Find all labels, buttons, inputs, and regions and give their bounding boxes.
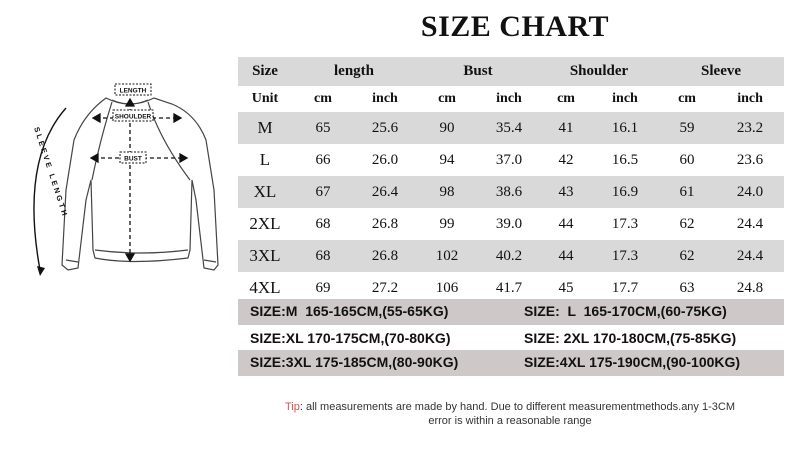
table-cell: 23.2 (716, 112, 784, 144)
size-guide-row (238, 326, 784, 352)
table-cell: 44 (540, 240, 592, 272)
length-label: LENGTH (119, 87, 147, 95)
table-cell: 26.0 (371, 151, 399, 168)
tip-line-2: error is within a reasonable range (428, 415, 592, 427)
table-cell: 23.6 (736, 151, 764, 168)
size-cell: M (238, 112, 292, 144)
table-cell: 24.4 (716, 240, 784, 272)
table-cell: 16.1 (592, 112, 658, 144)
sweatshirt-diagram (0, 80, 238, 310)
unit-cell: inch (372, 91, 398, 106)
table-cell: 24.4 (736, 215, 764, 232)
table-header-row (238, 57, 784, 86)
unit-cell: cm (438, 91, 456, 106)
table-cell: 41.7 (495, 279, 523, 296)
table-cell: 66 (315, 151, 331, 168)
table-cell: 68 (315, 215, 331, 232)
table-cell: 98 (416, 176, 478, 208)
size-cell: XL (238, 176, 292, 208)
table-cell: 17.3 (611, 215, 639, 232)
unit-cell: inch (612, 91, 638, 106)
size-guide-row (238, 350, 784, 376)
size-cell: 3XL (238, 240, 292, 272)
tip-label: Tip (284, 401, 300, 413)
table-cell: 17.7 (611, 279, 639, 296)
table-cell: 42 (558, 151, 574, 168)
table-cell: 90 (416, 112, 478, 144)
table-cell: 68 (292, 240, 354, 272)
size-guide-text: SIZE:4XL 175-190CM,(90-100KG) (524, 354, 741, 370)
header-sleeve: Sleeve (658, 57, 784, 86)
size-guide-text: SIZE: L 165-170CM,(60-75KG) (524, 303, 727, 319)
table-cell: 67 (292, 176, 354, 208)
table-cell: 102 (416, 240, 478, 272)
table-cell: 35.4 (478, 112, 540, 144)
table-cell: 16.5 (611, 151, 639, 168)
table-cell: 38.6 (478, 176, 540, 208)
shoulder-label: SHOULDER (114, 113, 152, 121)
size-guide-row (238, 299, 784, 325)
unit-cell: cm (678, 91, 696, 106)
header-shoulder: Shoulder (540, 57, 658, 86)
table-cell: 61 (658, 176, 716, 208)
size-guide-text: SIZE: 2XL 170-180CM,(75-85KG) (524, 330, 737, 346)
table-cell: 62 (658, 240, 716, 272)
table-cell: 26.8 (371, 215, 399, 232)
size-guide-text: SIZE:M 165-165CM,(55-65KG) (250, 303, 449, 319)
size-guide-text: SIZE:XL 170-175CM,(70-80KG) (250, 330, 451, 346)
table-cell: 24.0 (716, 176, 784, 208)
table-cell: 94 (439, 151, 455, 168)
unit-cell: inch (737, 91, 763, 106)
table-cell: 60 (679, 151, 695, 168)
size-cell: 2XL (249, 214, 281, 233)
table-cell: 16.9 (592, 176, 658, 208)
table-row (238, 240, 784, 272)
size-table (238, 57, 784, 304)
header-length: length (292, 57, 416, 86)
table-cell: 106 (435, 279, 459, 296)
table-cell: 62 (679, 215, 695, 232)
unit-cell: cm (557, 91, 575, 106)
table-row (238, 144, 784, 176)
table-cell: 43 (540, 176, 592, 208)
unit-cell: Unit (251, 91, 279, 106)
table-cell: 26.8 (354, 240, 416, 272)
table-cell: 25.6 (354, 112, 416, 144)
table-cell: 44 (558, 215, 574, 232)
table-row (238, 176, 784, 208)
table-cell: 63 (679, 279, 695, 296)
unit-cell: inch (496, 91, 522, 106)
table-cell: 41 (540, 112, 592, 144)
header-size: Size (238, 57, 292, 86)
size-guide-text: SIZE:3XL 175-185CM,(80-90KG) (250, 354, 459, 370)
table-cell: 39.0 (495, 215, 523, 232)
table-cell: 45 (558, 279, 574, 296)
table-cell: 24.8 (736, 279, 764, 296)
table-row (238, 112, 784, 144)
sweatshirt-outline (62, 98, 218, 270)
table-cell: 40.2 (478, 240, 540, 272)
measurement-tip (230, 400, 790, 428)
table-cell: 65 (292, 112, 354, 144)
table-cell: 26.4 (354, 176, 416, 208)
table-cell: 17.3 (592, 240, 658, 272)
table-row (238, 208, 784, 240)
table-unit-row (238, 86, 784, 112)
table-cell: 69 (315, 279, 331, 296)
tip-line-1: : all measurements are made by hand. Due to different measurementmethods.any 1-3CM (299, 401, 735, 413)
size-cell: 4XL (249, 278, 281, 297)
bust-label: BUST (124, 155, 142, 163)
table-cell: 99 (439, 215, 455, 232)
table-cell: 27.2 (371, 279, 399, 296)
table-cell: 37.0 (495, 151, 523, 168)
unit-cell: cm (314, 91, 332, 106)
size-cell: L (259, 150, 271, 169)
page-title: SIZE CHART (420, 10, 610, 43)
sleeve-length-label: SLEEVE LENGTH (32, 125, 71, 219)
header-bust: Bust (416, 57, 540, 86)
table-cell: 59 (658, 112, 716, 144)
